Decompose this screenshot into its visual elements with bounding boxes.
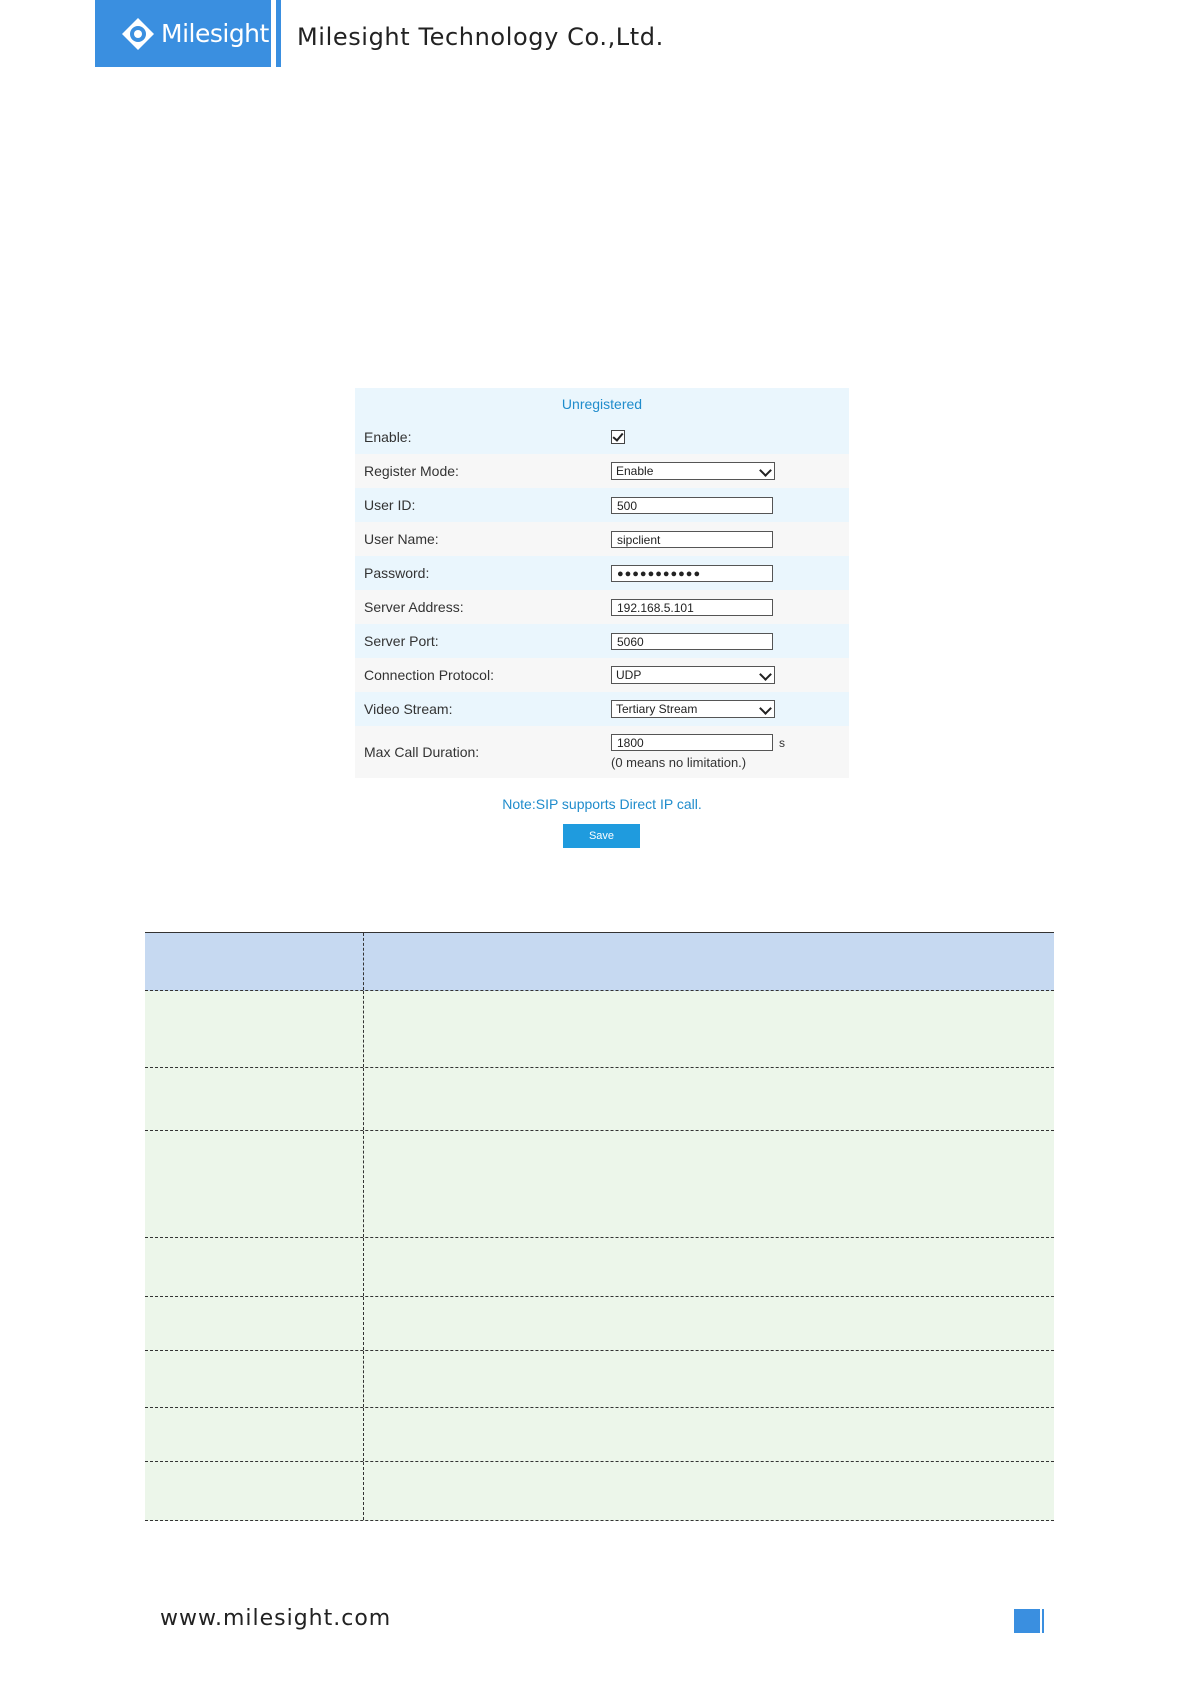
logo-text: Milesight [161,19,269,48]
table-cell [364,933,1054,990]
server-port-row [355,624,849,658]
table-row [145,1351,1054,1408]
table-cell [145,1297,364,1350]
server-port-label: Server Port: [364,633,439,649]
table-cell [364,991,1054,1067]
max-call-duration-label: Max Call Duration: [364,744,480,760]
connection-protocol-select[interactable] [611,666,775,684]
server-port-input[interactable]: 5060 [611,633,773,650]
page-marker-icon [1014,1609,1040,1633]
table-cell [364,1131,1054,1237]
server-address-row [355,590,849,624]
user-id-row [355,488,849,522]
table-cell [364,1297,1054,1350]
register-mode-value: Enable [616,464,654,478]
table-cell [145,1131,364,1237]
table-cell [145,991,364,1067]
connection-protocol-label: Connection Protocol: [364,667,494,683]
user-id-input[interactable]: 500 [611,497,773,514]
table-cell [145,1068,364,1130]
enable-label: Enable: [364,429,412,445]
sip-form-rows [355,420,849,778]
register-mode-label: Register Mode: [364,463,459,479]
connection-protocol-row [355,658,849,692]
table-cell [145,1351,364,1407]
table-cell [145,1408,364,1461]
logo [95,0,271,67]
registration-status: Unregistered [355,388,849,420]
parameter-table [145,932,1054,1521]
header-divider [276,0,281,67]
user-name-label: User Name: [364,531,439,547]
table-row [145,991,1054,1068]
duration-hint: (0 means no limitation.) [611,755,747,770]
table-cell [364,1068,1054,1130]
user-name-row [355,522,849,556]
register-mode-row [355,454,849,488]
connection-protocol-value: UDP [616,668,642,682]
save-button[interactable]: Save [563,824,640,848]
user-name-input[interactable]: sipclient [611,531,773,548]
table-row [145,1297,1054,1351]
video-stream-value: Tertiary Stream [616,702,698,716]
table-row [145,1068,1054,1131]
table-row [145,1462,1054,1521]
password-row [355,556,849,590]
video-stream-label: Video Stream: [364,701,453,717]
chevron-down-icon [759,668,772,681]
video-stream-row [355,692,849,726]
register-mode-select[interactable] [611,462,775,480]
user-id-label: User ID: [364,497,416,513]
max-call-duration-input[interactable]: 1800 [611,734,773,751]
password-label: Password: [364,565,430,581]
milesight-logo-icon [121,17,155,51]
table-header-row [145,933,1054,991]
table-row [145,1408,1054,1462]
password-input[interactable]: ●●●●●●●●●●● [611,565,773,582]
table-cell [364,1351,1054,1407]
company-name: Milesight Technology Co.,Ltd. [297,23,664,51]
server-address-label: Server Address: [364,599,464,615]
chevron-down-icon [759,702,772,715]
video-stream-select[interactable] [611,700,775,718]
table-cell [145,1462,364,1520]
table-row [145,1238,1054,1297]
chevron-down-icon [759,464,772,477]
page-marker-line [1042,1609,1044,1633]
sip-settings-panel [355,388,849,778]
footer-url: www.milesight.com [160,1606,392,1631]
server-address-input[interactable]: 192.168.5.101 [611,599,773,616]
table-cell [145,1238,364,1296]
duration-unit: s [779,735,785,750]
max-call-duration-row [355,726,849,778]
sip-note: Note:SIP supports Direct IP call. [502,796,702,812]
table-cell [364,1408,1054,1461]
table-row [145,1131,1054,1238]
table-cell [145,933,364,990]
table-cell [364,1238,1054,1296]
table-cell [364,1462,1054,1520]
enable-row [355,420,849,454]
enable-checkbox[interactable] [611,430,625,444]
